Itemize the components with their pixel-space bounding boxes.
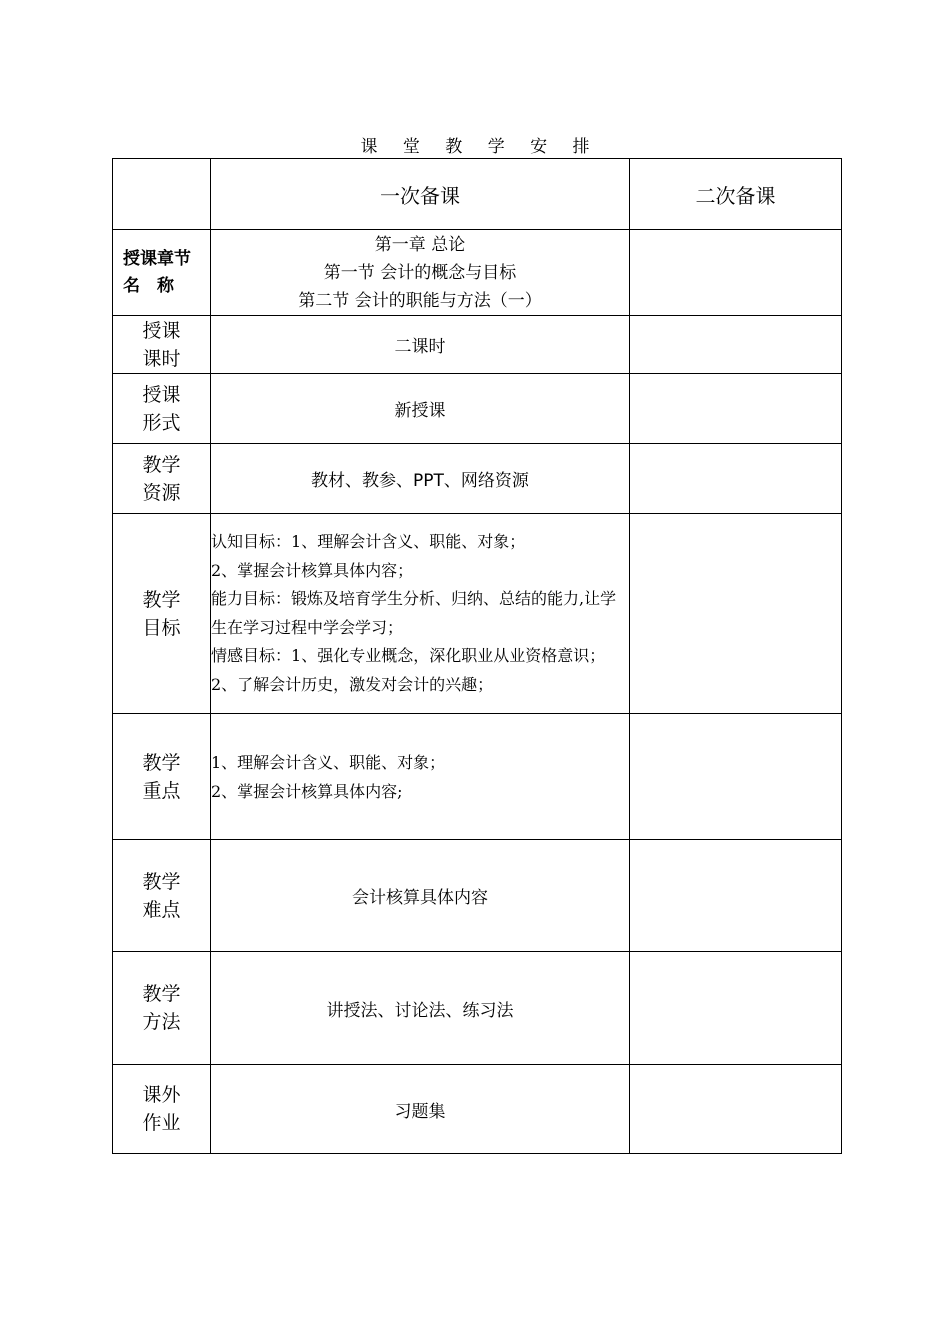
key-point-2: 2、掌握会计核算具体内容; — [211, 781, 403, 801]
objectives-second-prep-cell[interactable] — [630, 514, 842, 714]
ability-goal — [211, 585, 629, 642]
key-points-row — [113, 714, 842, 840]
lesson-plan-table — [112, 158, 842, 1154]
hours-label — [113, 316, 211, 374]
key-points-label — [113, 714, 211, 840]
cognitive-goal-label: 认知目标： — [211, 532, 292, 551]
resources-row — [113, 444, 842, 514]
key-points-label-line1: 教学 — [142, 751, 181, 774]
form-row — [113, 374, 842, 444]
hours-row — [113, 316, 842, 374]
resources-label-line2: 资源 — [142, 481, 181, 504]
form-value: 新授课 — [211, 374, 630, 444]
chapter-line-3: 第二节 会计的职能与方法（一） — [298, 290, 542, 311]
objectives-content — [211, 514, 630, 714]
ability-goal-label: 能力目标： — [211, 589, 292, 608]
difficulties-label — [113, 840, 211, 952]
chapter-label-line2: 名 称 — [123, 275, 174, 296]
key-point-1: 1、理解会计含义、职能、对象； — [211, 752, 446, 772]
hours-second-prep-cell[interactable] — [630, 316, 842, 374]
homework-row — [113, 1065, 842, 1154]
chapter-row — [113, 230, 842, 316]
objectives-label — [113, 514, 211, 714]
header-empty-cell — [113, 159, 211, 230]
objectives-row — [113, 514, 842, 714]
hours-label-line1: 授课 — [142, 319, 181, 342]
resources-second-prep-cell[interactable] — [630, 444, 842, 514]
hours-label-line2: 课时 — [142, 347, 181, 370]
cognitive-goal-2: 2、掌握会计核算具体内容； — [211, 560, 414, 580]
resources-label — [113, 444, 211, 514]
methods-label-line2: 方法 — [142, 1011, 181, 1033]
emotion-goal — [211, 642, 629, 671]
form-label-line2: 形式 — [142, 411, 181, 434]
emotion-goal-text: 1、强化专业概念，深化职业从业资格意识； — [291, 646, 606, 665]
difficulties-label-line1: 教学 — [142, 870, 181, 893]
chapter-label — [113, 230, 211, 316]
key-points-content — [211, 714, 630, 840]
objectives-label-line2: 目标 — [142, 616, 181, 639]
difficulties-value: 会计核算具体内容 — [211, 840, 630, 952]
methods-label-line1: 教学 — [142, 983, 181, 1005]
header-row — [113, 159, 842, 230]
objectives-label-line1: 教学 — [142, 588, 181, 611]
hours-value: 二课时 — [211, 316, 630, 374]
chapter-line-2: 第一节 会计的概念与目标 — [323, 262, 517, 283]
methods-value: 讲授法、讨论法、练习法 — [211, 952, 630, 1065]
homework-value: 习题集 — [211, 1065, 630, 1154]
chapter-label-line1: 授课章节 — [123, 248, 191, 269]
form-label — [113, 374, 211, 444]
chapter-line-1: 第一章 总论 — [374, 234, 466, 255]
key-points-label-line2: 重点 — [142, 779, 181, 802]
homework-label-line1: 课外 — [142, 1084, 181, 1106]
first-prep-header: 一次备课 — [211, 159, 630, 230]
resources-label-line1: 教学 — [142, 453, 181, 476]
chapter-content — [211, 230, 630, 316]
chapter-second-prep-cell[interactable] — [630, 230, 842, 316]
form-second-prep-cell[interactable] — [630, 374, 842, 444]
emotion-goal-label: 情感目标： — [211, 646, 292, 665]
difficulties-second-prep-cell[interactable] — [630, 840, 842, 952]
difficulties-label-line2: 难点 — [142, 898, 181, 921]
homework-second-prep-cell[interactable] — [630, 1065, 842, 1154]
difficulties-row — [113, 840, 842, 952]
cognitive-goal — [211, 528, 629, 557]
form-label-line1: 授课 — [142, 383, 181, 406]
homework-label-line2: 作业 — [142, 1112, 181, 1134]
key-points-second-prep-cell[interactable] — [630, 714, 842, 840]
homework-label — [113, 1065, 211, 1154]
page-title: 课 堂 教 学 安 排 — [360, 137, 600, 157]
second-prep-header: 二次备课 — [630, 159, 842, 230]
methods-row — [113, 952, 842, 1065]
emotion-goal-2: 2、了解会计历史，激发对会计的兴趣； — [211, 674, 494, 694]
methods-label — [113, 952, 211, 1065]
cognitive-goal-text: 1、理解会计含义、职能、对象； — [291, 532, 526, 551]
ability-goal-text: 锻炼及培育学生分析、归纳、总结的能力,让学生在学习过程中学会学习； — [211, 589, 617, 637]
methods-second-prep-cell[interactable] — [630, 952, 842, 1065]
resources-value: 教材、教参、PPT、网络资源 — [211, 444, 630, 514]
